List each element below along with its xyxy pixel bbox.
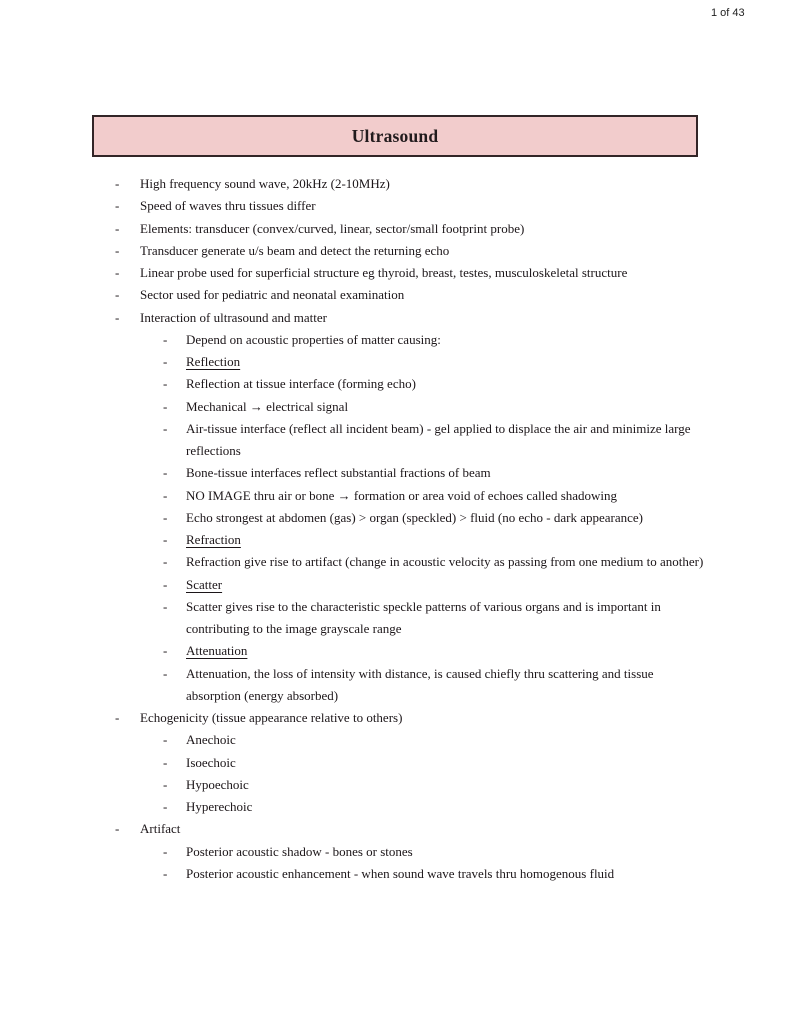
title-box [92, 115, 698, 157]
bullet-dash: - [115, 309, 120, 325]
bullet-dash: - [163, 554, 168, 570]
list-item [0, 529, 791, 551]
bullet-dash: - [115, 821, 120, 837]
list-item-text: Artifact [140, 821, 181, 837]
list-item [0, 729, 791, 751]
list-item-text: Transducer generate u/s beam and detect the returning echo [140, 242, 450, 258]
bullet-dash: - [163, 331, 168, 347]
list-item [0, 284, 791, 306]
page-title: Ultrasound [351, 125, 439, 146]
bullet-dash: - [163, 732, 168, 748]
list-item-text: Reflection [186, 354, 241, 369]
list-item [0, 485, 791, 507]
list-item [0, 663, 791, 708]
bullet-dash: - [163, 354, 168, 369]
list-item-text: Bone-tissue interfaces reflect substantial fractions of beam [186, 465, 491, 481]
list-item [0, 752, 791, 774]
bullet-dash: - [163, 643, 168, 659]
bullet-dash: - [163, 376, 168, 392]
list-item-text: Speed of waves thru tissues differ [140, 198, 316, 214]
bullet-dash: - [163, 776, 168, 792]
list-item-text: Elements: transducer (convex/curved, linear, sector/small footprint probe) [140, 220, 525, 236]
bullet-dash: - [115, 242, 120, 258]
list-item [0, 818, 791, 840]
bullet-dash: - [163, 576, 168, 592]
list-item [0, 707, 791, 729]
list-item [0, 307, 791, 329]
bullet-dash: - [163, 420, 168, 436]
list-item-text: Air-tissue interface (reflect all incident beam) - gel applied to displace the air and minimize large reflections [186, 420, 691, 458]
list-item-text: Sector used for pediatric and neonatal examination [140, 287, 405, 303]
list-item [0, 774, 791, 796]
list-item-text: Posterior acoustic shadow - bones or stones [186, 843, 413, 859]
list-item [0, 351, 791, 373]
list-item [0, 418, 791, 463]
bullet-dash: - [163, 487, 168, 503]
bullet-dash: - [115, 287, 120, 303]
list-item [0, 841, 791, 863]
list-item [0, 507, 791, 529]
list-item-text: Scatter [186, 576, 223, 592]
bullet-dash: - [163, 665, 168, 681]
list-item [0, 396, 791, 418]
list-item-text: Mechanical → electrical signal [186, 398, 349, 414]
list-item-text: Echo strongest at abdomen (gas) > organ (speckled) > fluid (no echo - dark appearance) [186, 509, 643, 525]
list-item-text: Anechoic [186, 732, 236, 748]
bullet-dash: - [163, 865, 168, 881]
bullet-dash: - [163, 509, 168, 525]
list-item-text: Reflection at tissue interface (forming echo) [186, 376, 416, 392]
list-item-text: Hyperechoic [186, 799, 253, 814]
list-item [0, 640, 791, 662]
list-item-text: NO IMAGE thru air or bone → formation or area void of echoes called shadowing [186, 487, 618, 503]
list-item [0, 218, 791, 240]
list-item [0, 462, 791, 484]
bullet-dash: - [115, 710, 120, 725]
list-item-text: Echogenicity (tissue appearance relative to others) [140, 710, 403, 725]
list-item [0, 551, 791, 573]
bullet-list [0, 173, 791, 885]
list-item-text: Refraction [186, 532, 241, 547]
list-item-text: Refraction give rise to artifact (change in acoustic velocity as passing from one medium to another) [186, 554, 704, 570]
list-item [0, 173, 791, 195]
list-item [0, 373, 791, 395]
list-item [0, 796, 791, 818]
list-item-text: High frequency sound wave, 20kHz (2-10MHz) [140, 176, 390, 191]
list-item-text: Attenuation, the loss of intensity with distance, is caused chiefly thru scattering and tissue absorption (energy absorbed) [186, 665, 654, 703]
bullet-dash: - [163, 843, 168, 859]
bullet-dash: - [115, 198, 120, 214]
list-item-text: Scatter gives rise to the characteristic speckle patterns of various organs and is important in contributing to the image grayscale range [186, 598, 661, 636]
bullet-dash: - [163, 799, 168, 814]
list-item-text: Linear probe used for superficial structure eg thyroid, breast, testes, musculoskeletal structure [140, 265, 628, 280]
bullet-dash: - [115, 176, 120, 191]
list-item-text: Depend on acoustic properties of matter causing: [186, 331, 441, 347]
bullet-dash: - [163, 398, 168, 414]
list-item [0, 262, 791, 284]
list-item [0, 329, 791, 351]
list-item [0, 240, 791, 262]
list-item-text: Hypoechoic [186, 776, 249, 792]
bullet-dash: - [115, 220, 120, 236]
bullet-dash: - [163, 754, 168, 770]
list-item [0, 863, 791, 885]
list-item-text: Posterior acoustic enhancement - when sound wave travels thru homogenous fluid [186, 865, 615, 881]
page-number: 1 of 43 [711, 7, 745, 19]
bullet-dash: - [163, 532, 168, 547]
list-item-text: Isoechoic [186, 754, 236, 770]
bullet-dash: - [115, 265, 120, 280]
list-item [0, 596, 791, 641]
list-item [0, 574, 791, 596]
bullet-dash: - [163, 598, 168, 614]
bullet-dash: - [163, 465, 168, 481]
list-item [0, 195, 791, 217]
list-item-text: Interaction of ultrasound and matter [140, 309, 327, 325]
list-item-text: Attenuation [186, 643, 248, 659]
